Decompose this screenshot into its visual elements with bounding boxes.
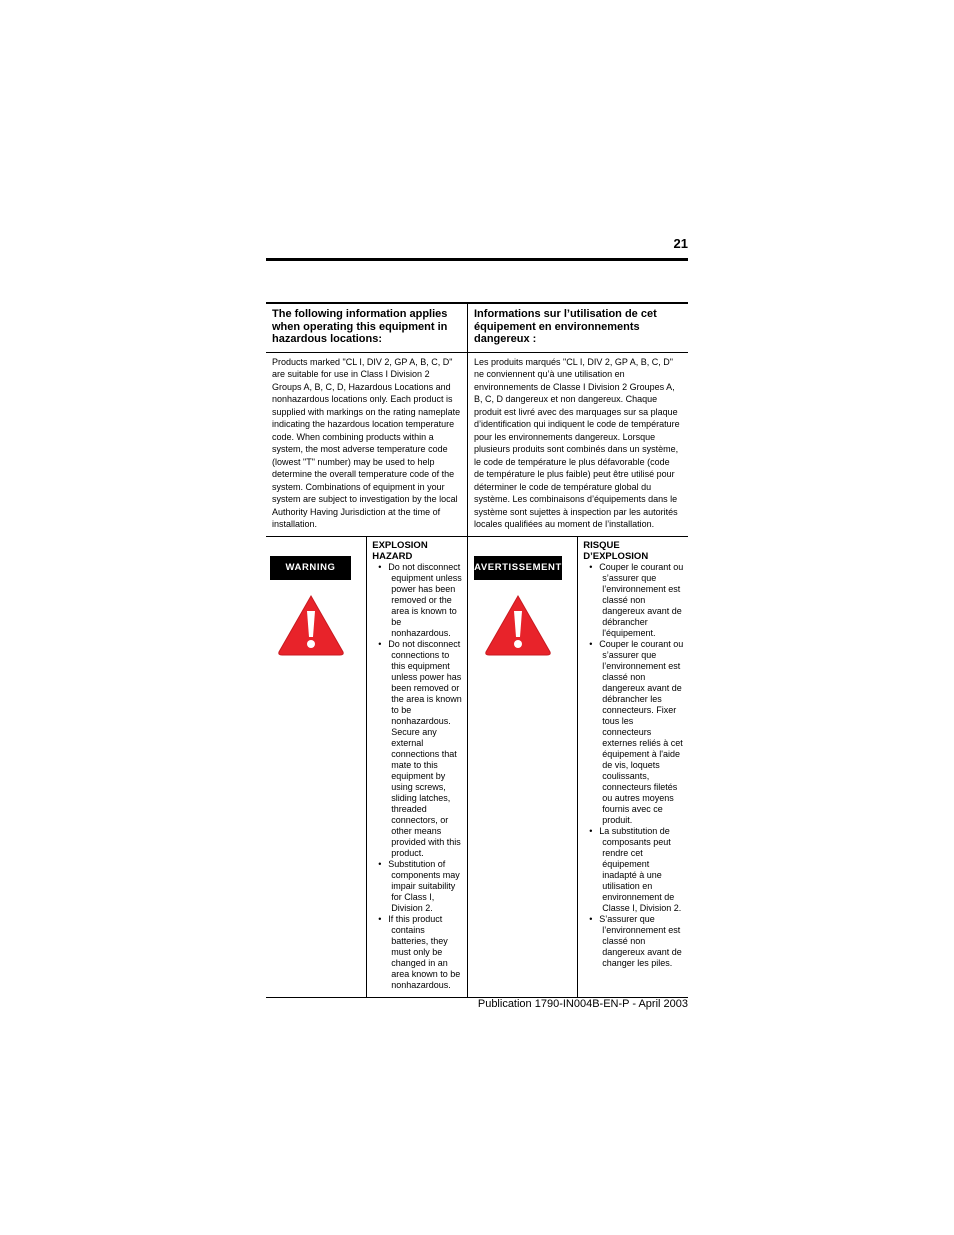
right-warning-icon-cell (468, 537, 578, 998)
publication-footer: Publication 1790-IN004B-EN-P - April 2003 (477, 998, 688, 1010)
exclamation-triangle-icon (276, 593, 346, 657)
list-item: • La substitution de composants peut rendre cet équipement inadapté à une utilisation en environnement de Classe I, Division 2. (583, 826, 684, 914)
exclamation-triangle-icon (483, 593, 553, 657)
page-number: 21 (673, 236, 688, 251)
list-item: • S’assurer que l’environnement est classé non dangereux avant de changer les piles. (583, 914, 684, 969)
header-rule (266, 258, 688, 261)
right-hazard-title: RISQUE D’EXPLOSION (583, 539, 649, 562)
left-warning-text-cell (367, 537, 468, 998)
list-item: • Couper le courant ou s’assurer que l’environnement est classé non dangereux avant de débrancher l'équipement. (583, 562, 684, 639)
left-body (266, 353, 467, 537)
right-body (468, 353, 688, 537)
list-item: • Couper le courant ou s’assurer que l’environnement est classé non dangereux avant de débrancher les connecteurs. Fixer tous les connecteurs externes reliés à cet équipement à l'aide de vis, loquets coulissants, connecteurs filetés ou autres moyens fournis avec ce produit. (583, 639, 684, 826)
right-warning-text-cell (578, 537, 688, 998)
left-heading: The following information applies when operating this equipment in hazardous locations: (266, 304, 467, 353)
hazardous-locations-table (266, 302, 688, 998)
warning-label: WARNING (270, 556, 351, 580)
left-column (266, 303, 468, 537)
right-heading: Informations sur l’utilisation de cet équipement en environnements dangereux : (468, 304, 688, 353)
left-body-text: Products marked "CL I, DIV 2, GP A, B, C, D" are suitable for use in Class I Division 2 Groups A, B, C, D, Hazardous Locations and nonhazardous locations only. Each product is supplied with markings on the rating nameplate indicating the hazardous location temperature code. When combining products within a system, the most adverse temperature code (lowest "T" number) may be used to help determine the overall temperature code of the system. Combinations of equipment in your system are subject to investigation by the local Authority Having Jurisdiction at the time of installation. (272, 356, 461, 529)
right-body-text: Les produits marqués "CL I, DIV 2, GP A, B, C, D" ne conviennent qu’à une utilisation en environnements de Classe I Division 2 Groupes A, B, C, D dangereux et non dangereux. Chaque produit est livré avec des marquages sur sa plaque d’identification qui indiquent le code de température pour les environnements dangereux. Lorsque plusieurs produits sont combinés dans un système, le code de température le plus défavorable (code de température le plus faible) peut être utilisé pour déterminer le code de température global du système. Les combinaisons d’équipements dans le système sont sujettes à inspection par les autorités locales qualifiées au moment de l’installation. (474, 356, 680, 529)
list-item: • If this product contains batteries, they must only be changed in an area known to be nonhazardous. (372, 914, 463, 991)
left-hazard-list (372, 562, 463, 991)
list-item: • Do not disconnect connections to this equipment unless power has been removed or the area is known to be nonhazardous. Secure any external connections that mate to this equipment by using screws, sliding latches, threaded connectors, or other means provided with this product. (372, 639, 463, 859)
left-hazard-title: EXPLOSION HAZARD (372, 539, 428, 562)
avertissement-label: AVERTISSEMENT (474, 556, 562, 580)
list-item: • Substitution of components may impair suitability for Class I, Division 2. (372, 859, 463, 914)
right-hazard-list (583, 562, 684, 969)
list-item: • Do not disconnect equipment unless power has been removed or the area is known to be nonhazardous. (372, 562, 463, 639)
left-warning-icon-cell (266, 537, 367, 998)
right-column (468, 303, 689, 537)
